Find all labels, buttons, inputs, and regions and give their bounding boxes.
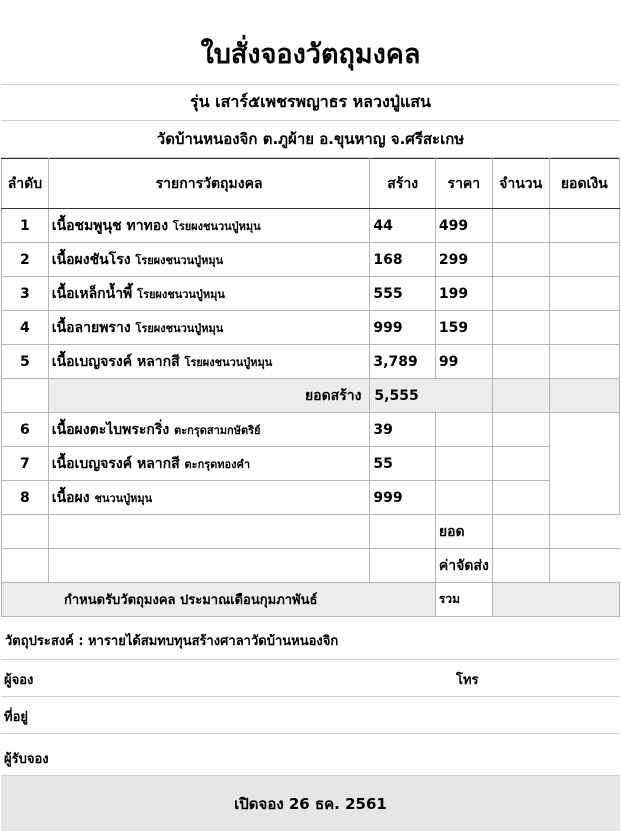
row-price [435,413,492,447]
row-price: 159 [435,311,492,345]
summary-grand-label: รวม [435,583,492,617]
row-price: 299 [435,243,492,277]
table-row [2,209,620,243]
header-made: สร้าง [370,159,435,209]
item-sub: โรยผงชนวนปู่หมุน [135,321,224,335]
temple-address: วัดบ้านหนองจิก ต.ภูผ้าย อ.ขุนหาญ จ.ศรีสะเกษ [1,121,620,158]
item-sub: โรยผงชนวนปู่หมุน [172,219,261,233]
item-name: เนื้อผงตะไบพระกริ่ง [51,421,170,438]
header-price: ราคา [435,159,492,209]
summary-total-label: ยอด [435,515,492,549]
row-item [48,243,370,277]
total-made-row [2,379,620,413]
row-amount[interactable] [549,243,619,277]
row-qty[interactable] [492,209,549,243]
row-made: 55 [370,447,435,481]
row-made: 3,789 [370,345,435,379]
item-name: เนื้อเหล็กน้ำพี้ [51,285,133,302]
item-sub: โรยผงชนวนปู่หมุน [137,287,225,301]
row-price [435,447,492,481]
item-name: เนื้อเบญจรงค์ หลากสี [51,455,180,472]
row-amount[interactable] [549,345,619,379]
row-item [48,277,370,311]
row-qty[interactable] [492,345,549,379]
item-name: เนื้อผงชันโรง [51,251,131,268]
row-item [48,447,370,481]
row-made: 555 [370,277,435,311]
header-no: ลำดับ [2,159,49,209]
row-qty[interactable] [492,243,549,277]
blank-cell [2,379,49,413]
row-item [48,345,370,379]
blank-cell [549,549,619,583]
item-sub: ตะกรุดสามกษัตริย์ [174,423,261,437]
blank-cell [370,549,435,583]
total-made-label: ยอดสร้าง [48,379,370,413]
header-amount: ยอดเงิน [549,159,619,209]
summary-shipping-row [2,549,620,583]
item-sub: ตะกรุดทองคำ [184,457,251,471]
summary-total-row [2,515,620,549]
items-table [1,158,620,617]
item-name: เนื้อลายพราง [51,319,131,336]
schedule-note: กำหนดรับวัตถุมงคล ประมาณเดือนกุมภาพันธ์ [2,583,436,617]
row-amount[interactable] [549,311,619,345]
series-name: รุ่น เสาร์๕เพชรพญาธร หลวงปู่แสน [1,85,620,121]
table-row [2,277,620,311]
row-qty[interactable] [492,277,549,311]
table-row [2,243,620,277]
row-no: 5 [2,345,49,379]
row-made: 168 [370,243,435,277]
summary-grand-row [2,583,620,617]
row-made: 999 [370,481,435,515]
row-amount[interactable] [549,413,619,447]
table-row [2,447,620,481]
table-row [2,413,620,447]
row-price: 499 [435,209,492,243]
header-item: รายการวัตถุมงคล [48,159,370,209]
form-title: ใบสั่งจองวัตถุมงคล [1,22,620,85]
row-qty[interactable] [492,447,549,481]
row-amount[interactable] [549,277,619,311]
item-sub: โรยผงชนวนปู่หมุน [184,355,273,369]
blank-cell [370,515,435,549]
row-no: 2 [2,243,49,277]
row-amount[interactable] [549,481,619,515]
total-made-value: 5,555 [370,379,492,413]
row-no: 8 [2,481,49,515]
row-qty[interactable] [492,311,549,345]
phone-label: โทร [456,673,479,688]
row-no: 3 [2,277,49,311]
table-header [2,159,620,209]
order-form [1,22,620,831]
item-sub: โรยผงชนวนปู่หมุน [135,253,224,267]
receiver-line[interactable] [1,734,620,776]
table-row [2,481,620,515]
blank-cell [549,379,619,413]
blank-cell [48,515,370,549]
row-item [48,209,370,243]
address-line[interactable] [1,697,620,734]
blank-cell [549,515,619,549]
row-price [435,481,492,515]
purpose-text: วัตถุประสงค์ : หารายได้สมทบทุนสร้างศาลาวัดบ้านหนองจิก [1,622,620,660]
blank-cell [48,549,370,583]
blank-cell [2,515,49,549]
table-row [2,345,620,379]
row-made: 44 [370,209,435,243]
row-no: 1 [2,209,49,243]
item-sub: ชนวนปู่หมุน [94,491,153,505]
row-qty[interactable] [492,481,549,515]
blank-cell [492,379,549,413]
summary-grand-value[interactable] [492,583,619,617]
table-row [2,311,620,345]
row-no: 4 [2,311,49,345]
summary-shipping-label: ค่าจัดส่ง [435,549,492,583]
item-name: เนื้อเบญจรงค์ หลากสี [51,353,180,370]
row-qty[interactable] [492,413,549,447]
row-made: 39 [370,413,435,447]
item-name: เนื้อผง [51,489,90,506]
row-price: 199 [435,277,492,311]
row-item [48,311,370,345]
receiver-label: ผู้รับจอง [4,752,49,767]
item-name: เนื้อชมพูนุช ทาทอง [51,217,169,234]
header-qty: จำนวน [492,159,549,209]
row-price: 99 [435,345,492,379]
summary-shipping-value[interactable] [492,549,549,583]
address-label: ที่อยู่ [4,710,28,725]
row-amount[interactable] [549,209,619,243]
booker-label: ผู้จอง [4,673,34,688]
blank-cell [2,549,49,583]
open-date: เปิดจอง 26 ธค. 2561 [1,776,620,831]
row-amount[interactable] [549,447,619,481]
row-no: 6 [2,413,49,447]
row-no: 7 [2,447,49,481]
summary-total-value[interactable] [492,515,549,549]
row-item [48,413,370,447]
row-item [48,481,370,515]
booker-line[interactable] [1,660,620,697]
row-made: 999 [370,311,435,345]
